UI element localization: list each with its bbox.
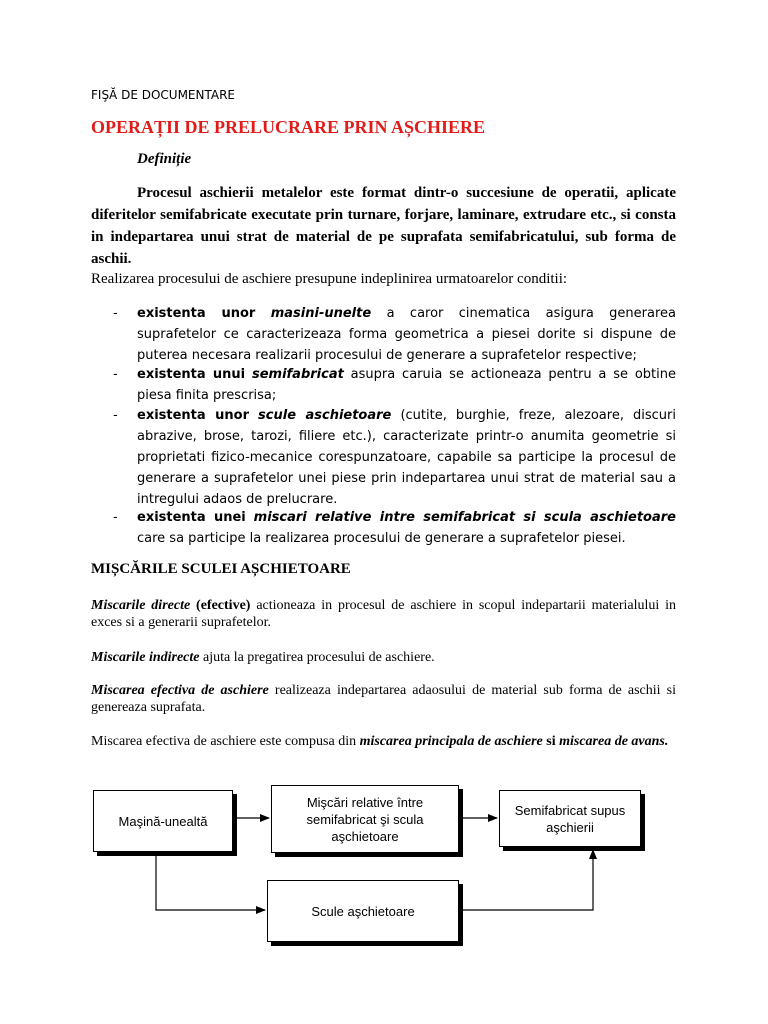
condition-text: (cutite, burghie, freze, alezoare, discuri abrazive, brose, tarozi, filiere etc.), caracterizate printr-o anumita geometrie si proprietati fizico-mecanice corespunzatoare, capabile sa participe la procesul de generare a suprafetelor unei piese prin indepartarea unui strat de material sau a intregului adaos de prelucrare. xyxy=(137,408,676,507)
box-cutting-tools xyxy=(267,880,459,942)
box-machine-tool xyxy=(93,790,233,852)
condition-text: care sa participe la realizarea procesului de generare a suprafetelor piesei. xyxy=(137,531,626,546)
list-dash: - xyxy=(113,408,118,423)
box-relative-motion xyxy=(271,785,459,853)
definition-text: Procesul aschierii metalelor este format dintr-o succesiune de operatii, aplicate diferitelor semifabricate executate prin turnare, forjare, laminare, extrudare etc., si consta in indepartarea unui strat de material de pe suprafata semifabricatului, sub forma de aschii. xyxy=(91,185,676,267)
conditions-intro: Realizarea procesului de aschiere presupune indeplinirea urmatoarelor conditii: xyxy=(91,271,568,287)
arrow-tools-to-workpiece xyxy=(463,850,593,910)
box-label: Semifabricat supus aşchierii xyxy=(514,802,626,835)
condition-lead: existenta unui xyxy=(137,367,246,382)
condition-lead: existenta unor xyxy=(137,306,256,321)
condition-term: masini-unelte xyxy=(270,306,372,321)
paragraph-text: actioneaza in procesul de aschiere in scopul indepartarii materialului in exces si a generarii suprafetelor. xyxy=(91,598,677,630)
condition-term: scule aschietoare xyxy=(258,408,392,423)
list-dash: - xyxy=(113,306,118,321)
box-label: Mişcări relative între semifabricat şi scula aşchietoare xyxy=(306,794,424,844)
term: miscarea de avans. xyxy=(559,734,669,749)
term: miscarea principala de aschiere xyxy=(359,734,543,749)
list-dash: - xyxy=(113,367,118,382)
condition-lead: existenta unor xyxy=(137,408,249,423)
box-workpiece xyxy=(499,790,641,847)
paragraph-text: Miscarea efectiva de aschiere este compusa din xyxy=(91,734,357,749)
list-dash: - xyxy=(113,510,118,525)
conjunction: si xyxy=(546,734,556,749)
term: Miscarea efectiva de aschiere xyxy=(91,683,269,698)
term-qualifier: (efective) xyxy=(196,598,251,613)
paragraph-text: ajuta la pregatirea procesului de aschiere. xyxy=(203,650,435,665)
condition-lead: existenta unei xyxy=(137,510,246,525)
condition-text: asupra caruia se actioneaza pentru a se obtine piesa finita prescrisa; xyxy=(137,367,676,403)
term: Miscarile indirecte xyxy=(91,650,200,665)
condition-term: miscari relative intre semifabricat si scula aschietoare xyxy=(253,510,676,525)
term: Miscarile directe xyxy=(91,598,191,613)
box-label: Scule aşchietoare xyxy=(311,903,415,919)
page-title: OPERAȚII DE PRELUCRARE PRIN AȘCHIERE xyxy=(91,117,486,137)
condition-term: semifabricat xyxy=(251,367,344,382)
document-header: FIŞĂ DE DOCUMENTARE xyxy=(91,88,236,102)
condition-text: a caror cinematica asigura generarea suprafetelor ce caracterizeaza forma geometrica a piesei dorite si dispune de puterea necesara realizarii procesului de generare a suprafetelor respective; xyxy=(137,306,676,363)
section-title: MIȘCĂRILE SCULEI AȘCHIETOARE xyxy=(91,561,351,577)
box-label: Maşină-unealtă xyxy=(118,813,208,829)
arrow-machine-to-tools xyxy=(156,854,265,910)
definition-label: Definiție xyxy=(137,151,192,167)
paragraph-text: realizeaza indepartarea adaosului de material sub forma de aschii si genereaza suprafata. xyxy=(91,683,677,715)
